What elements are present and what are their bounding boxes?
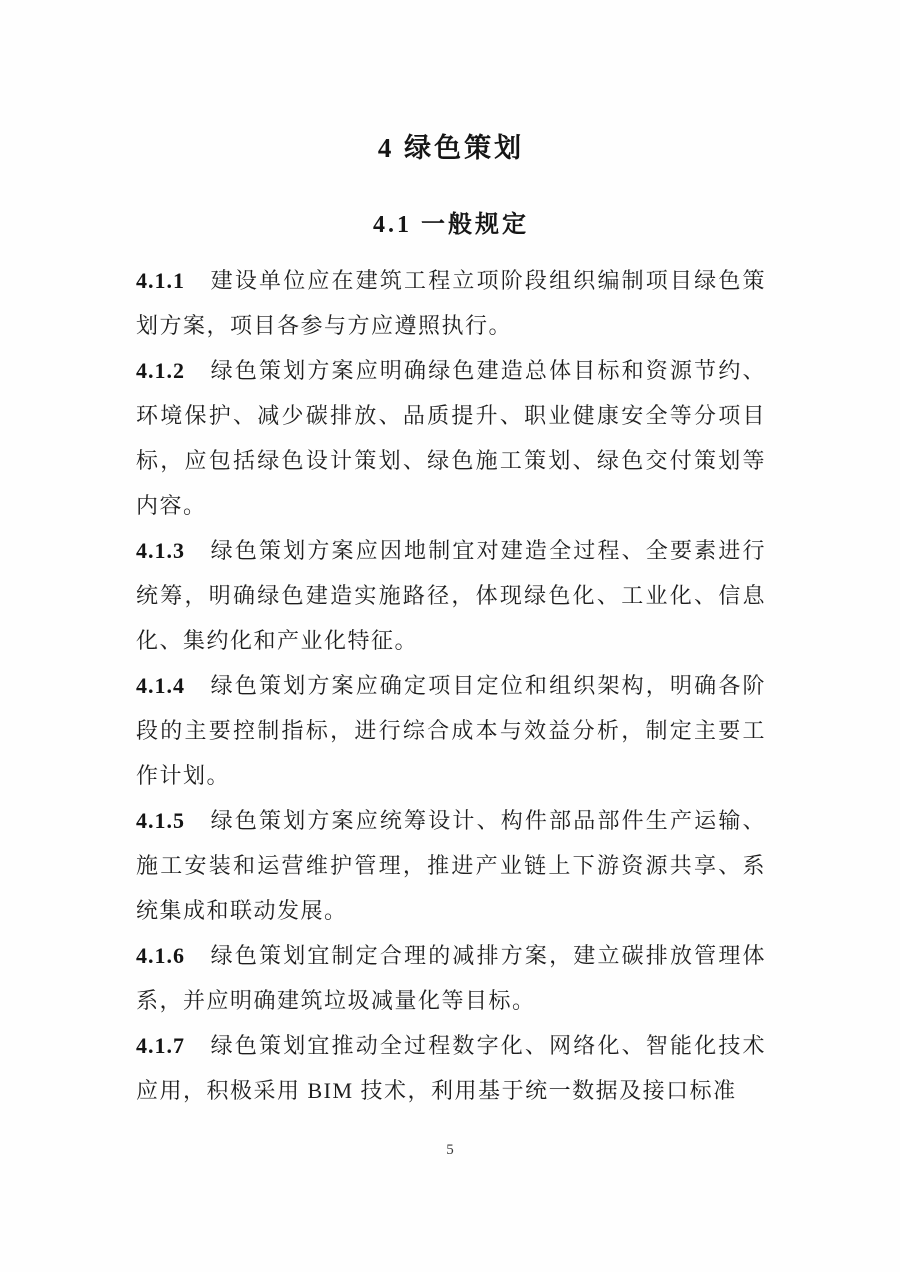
clause-number: 4.1.4 — [136, 673, 185, 698]
clause-text: 绿色策划方案应确定项目定位和组织架构，明确各阶段的主要控制指标，进行综合成本与效益分析，制定主要工作计划。 — [136, 673, 766, 788]
clause-number: 4.1.2 — [136, 358, 185, 383]
clause-text: 绿色策划宜推动全过程数字化、网络化、智能化技术应用，积极采用 BIM 技术，利用基于统一数据及接口标准 — [136, 1033, 766, 1103]
clause-text: 建设单位应在建筑工程立项阶段组织编制项目绿色策划方案，项目各参与方应遵照执行。 — [136, 268, 766, 338]
clause-4-1-5 — [136, 798, 766, 933]
clause-4-1-6 — [136, 933, 766, 1023]
clause-number: 4.1.3 — [136, 538, 185, 563]
clause-4-1-1 — [136, 258, 766, 348]
chapter-title: 4 绿色策划 — [377, 133, 525, 163]
clause-4-1-7 — [136, 1023, 766, 1113]
clause-number: 4.1.6 — [136, 943, 185, 968]
clause-text: 绿色策划方案应因地制宜对建造全过程、全要素进行统筹，明确绿色建造实施路径，体现绿色化、工业化、信息化、集约化和产业化特征。 — [136, 538, 766, 653]
clause-4-1-2 — [136, 348, 766, 528]
clause-text: 绿色策划方案应明确绿色建造总体目标和资源节约、环境保护、减少碳排放、品质提升、职业健康安全等分项目标，应包括绿色设计策划、绿色施工策划、绿色交付策划等内容。 — [136, 358, 766, 518]
clause-number: 4.1.7 — [136, 1033, 185, 1058]
section-heading: 4.1 一般规定 — [373, 212, 529, 238]
clause-4-1-4 — [136, 663, 766, 798]
page-number: 5 — [446, 1142, 454, 1158]
clause-number: 4.1.1 — [136, 268, 185, 293]
clause-text: 绿色策划宜制定合理的减排方案，建立碳排放管理体系，并应明确建筑垃圾减量化等目标。 — [136, 943, 766, 1013]
clause-text: 绿色策划方案应统筹设计、构件部品部件生产运输、施工安装和运营维护管理，推进产业链上下游资源共享、系统集成和联动发展。 — [136, 808, 766, 923]
clause-number: 4.1.5 — [136, 808, 185, 833]
clause-4-1-3 — [136, 528, 766, 663]
clause-list — [136, 258, 766, 1113]
